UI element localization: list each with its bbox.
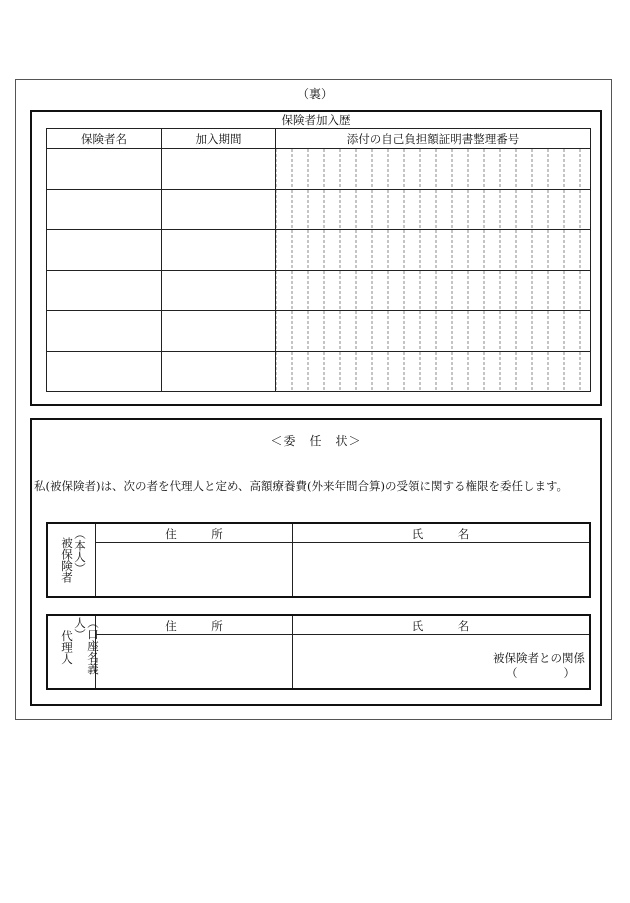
table-row — [47, 270, 591, 311]
certificate-number-cell[interactable] — [276, 230, 591, 271]
certificate-number-cell[interactable] — [276, 351, 591, 392]
agent-address-field[interactable] — [97, 636, 291, 688]
insured-label-sub: （本人） — [73, 528, 87, 574]
insured-label-main: 被保険者 — [60, 537, 74, 583]
insured-side-label — [48, 524, 96, 596]
period-cell[interactable] — [162, 270, 276, 311]
agent-header-row — [96, 616, 589, 635]
insured-person-box — [46, 522, 591, 598]
certificate-number-cell[interactable] — [276, 311, 591, 352]
agent-label-sub: （口座名義人） — [73, 617, 100, 675]
period-cell[interactable] — [162, 189, 276, 230]
agent-box — [46, 614, 591, 690]
history-title: 保険者加入歴 — [281, 113, 351, 127]
col-insurer-name: 保険者名 — [47, 129, 162, 149]
table-row — [47, 351, 591, 392]
relation-field[interactable]: （ ） — [506, 666, 575, 680]
insured-header-row — [96, 524, 589, 543]
agent-label-main: 代理人 — [60, 630, 74, 665]
relation-label: 被保険者との関係 — [493, 651, 585, 665]
certificate-number-cell[interactable] — [276, 189, 591, 230]
agent-side-label — [48, 616, 100, 688]
insurer-name-cell[interactable] — [47, 270, 162, 311]
period-cell[interactable] — [162, 230, 276, 271]
agent-address-label: 住 所 — [165, 619, 223, 633]
insured-address-label: 住 所 — [165, 527, 223, 541]
agent-name-label: 氏 名 — [411, 619, 470, 633]
proxy-title: ＜委 任 状＞ — [270, 434, 362, 448]
page-title: （裏） — [296, 87, 333, 101]
table-row — [47, 189, 591, 230]
col-enrollment-period: 加入期間 — [162, 129, 276, 149]
proxy-statement: 私(被保険者)は、次の者を代理人と定め、高額療養費(外来年間合算)の受領に関する権限を委任します。 — [34, 479, 569, 493]
insurer-name-cell[interactable] — [47, 149, 162, 190]
table-row — [47, 311, 591, 352]
col-certificate-number: 添付の自己負担額証明書整理番号 — [276, 129, 591, 149]
history-table — [46, 128, 591, 392]
table-row — [47, 230, 591, 271]
table-row — [47, 149, 591, 190]
insured-name-field[interactable] — [293, 544, 589, 596]
insurer-name-cell[interactable] — [47, 351, 162, 392]
insurer-name-cell[interactable] — [47, 311, 162, 352]
period-cell[interactable] — [162, 351, 276, 392]
insurer-name-cell[interactable] — [47, 230, 162, 271]
period-cell[interactable] — [162, 149, 276, 190]
insured-name-label: 氏 名 — [411, 527, 470, 541]
insured-address-field[interactable] — [97, 544, 291, 596]
certificate-number-cell[interactable] — [276, 270, 591, 311]
period-cell[interactable] — [162, 311, 276, 352]
certificate-number-cell[interactable] — [276, 149, 591, 190]
insurer-name-cell[interactable] — [47, 189, 162, 230]
